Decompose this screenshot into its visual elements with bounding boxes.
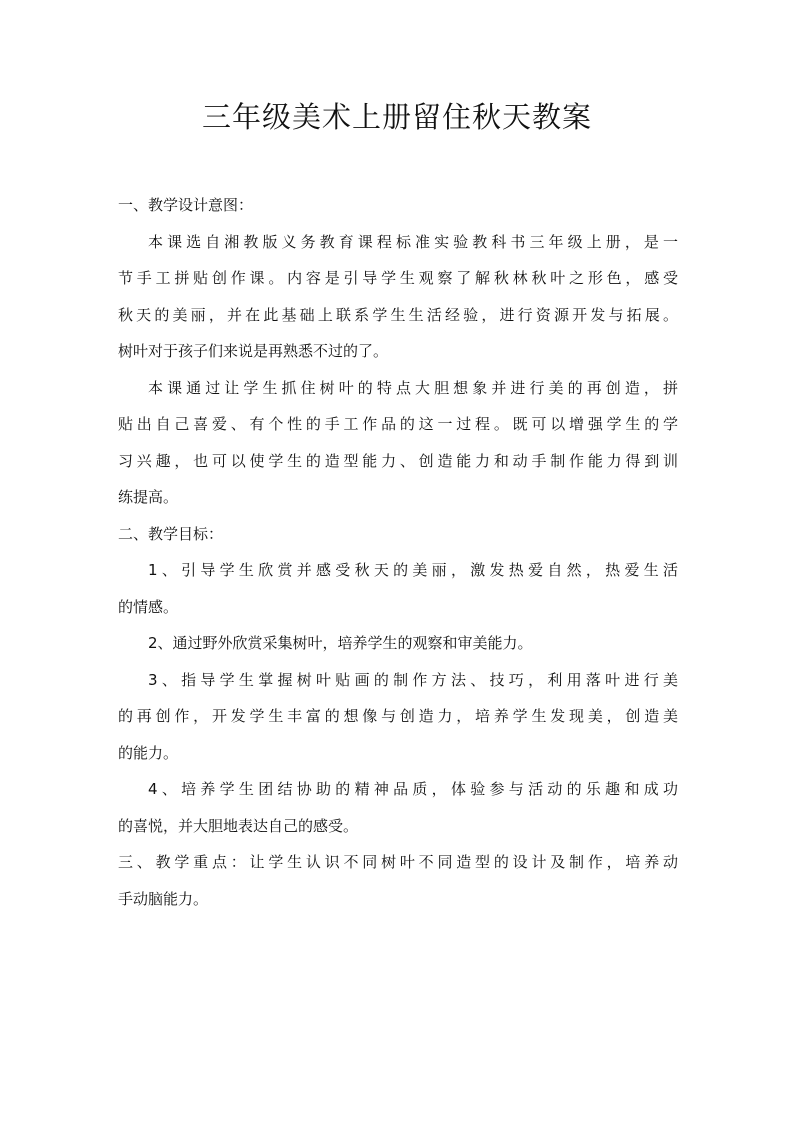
paragraph-line: 秋天的美丽，并在此基础上联系学生生活经验，进行资源开发与拓展。	[118, 305, 678, 324]
paragraph-line: 本课通过让学生抓住树叶的特点大胆想象并进行美的再创造，拼	[148, 378, 678, 397]
paragraph-line: 树叶对于孩子们来说是再熟悉不过的了。	[118, 342, 389, 360]
objective-item: 3、指导学生掌握树叶贴画的制作方法、技巧，利用落叶进行美	[148, 670, 678, 689]
paragraph-line: 习兴趣，也可以使学生的造型能力、创造能力和动手制作能力得到训	[118, 451, 678, 470]
paragraph-line: 练提高。	[118, 488, 179, 506]
paragraph-line: 本课选自湘教版义务教育课程标准实验教科书三年级上册，是一	[148, 232, 678, 251]
section-heading-key-points: 三、教学重点：让学生认识不同树叶不同造型的设计及制作，培养动	[118, 853, 678, 871]
objective-item: 2、通过野外欣赏采集树叶，培养学生的观察和审美能力。	[148, 634, 533, 652]
paragraph-line: 的喜悦，并大胆地表达自己的感受。	[118, 816, 359, 835]
paragraph-line: 的能力。	[118, 743, 179, 762]
paragraph-line: 手动脑能力。	[118, 889, 209, 908]
paragraph-line: 节手工拼贴创作课。内容是引导学生观察了解秋林秋叶之形色，感受	[118, 269, 678, 287]
objective-item: 1、引导学生欣赏并感受秋天的美丽，激发热爱自然，热爱生活	[148, 561, 678, 579]
document-title: 三年级美术上册留住秋天教案	[201, 100, 592, 134]
document-body	[118, 187, 678, 917]
section-heading-design-intent: 一、教学设计意图：	[118, 196, 254, 214]
paragraph-line: 的情感。	[118, 597, 179, 616]
section-heading-objectives: 二、教学目标：	[118, 524, 224, 543]
paragraph-line: 的再创作，开发学生丰富的想像与创造力，培养学生发现美，创造美	[118, 707, 678, 725]
paragraph-line: 贴出自己喜爱、有个性的手工作品的这一过程。既可以增强学生的学	[118, 415, 678, 433]
objective-item: 4、培养学生团结协助的精神品质，体验参与活动的乐趣和成功	[148, 780, 678, 798]
